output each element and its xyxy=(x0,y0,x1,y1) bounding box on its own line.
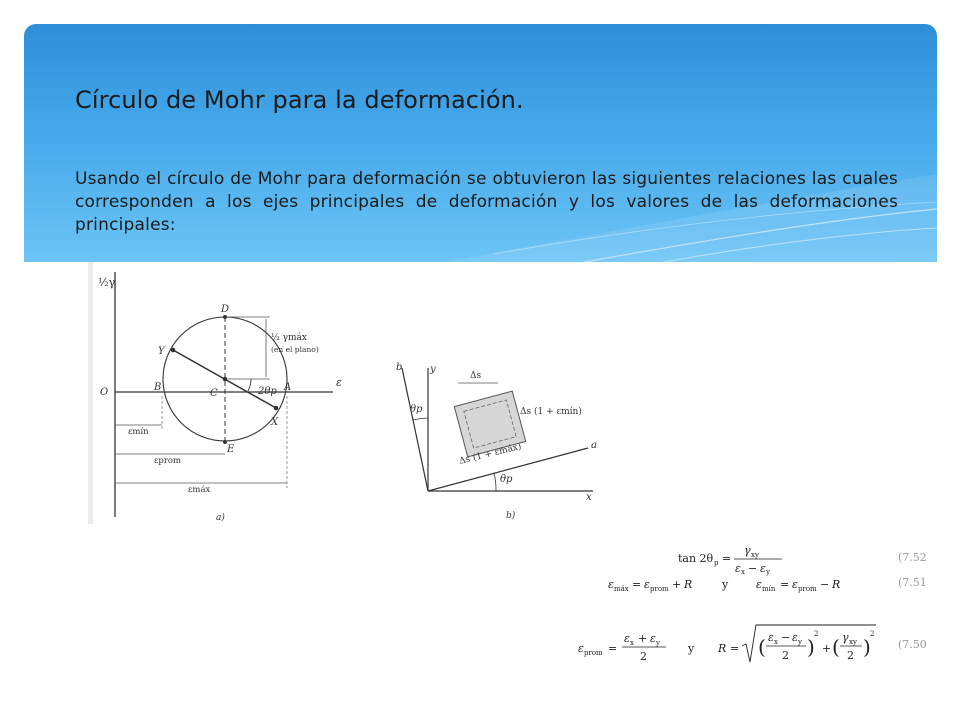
equation-tan-2theta xyxy=(678,540,788,576)
svg-text:(: ( xyxy=(758,635,766,659)
svg-text:prom: prom xyxy=(650,585,669,593)
ds-label: Δs xyxy=(470,371,482,381)
svg-text:+: + xyxy=(822,642,832,655)
svg-text:ε: ε xyxy=(624,632,630,645)
svg-text:2: 2 xyxy=(847,649,854,662)
equation-number-750: (7.50 xyxy=(898,638,927,651)
equation-eps-max-min xyxy=(608,574,848,596)
svg-text:+: + xyxy=(672,578,682,591)
svg-text:R: R xyxy=(832,578,841,591)
svg-text:ε: ε xyxy=(650,632,656,645)
svg-text:=: = xyxy=(730,642,740,655)
svg-text:y: y xyxy=(798,638,802,646)
svg-text:y: y xyxy=(766,568,770,576)
svg-text:ε: ε xyxy=(644,578,650,591)
svg-text:2: 2 xyxy=(814,630,819,638)
svg-text:R: R xyxy=(718,642,727,655)
svg-text:R: R xyxy=(684,578,693,591)
svg-text:prom: prom xyxy=(798,585,817,593)
mohr-circle-figure xyxy=(88,262,358,527)
svg-text:ε: ε xyxy=(735,562,741,575)
svg-text:y: y xyxy=(722,578,729,591)
in-plane-label: (en el plano) xyxy=(271,345,319,354)
point-b-label: B xyxy=(154,382,162,393)
svg-text:prom: prom xyxy=(584,649,603,657)
ds-max-label: Δs (1 + εmáx) xyxy=(458,441,523,467)
svg-text:ε: ε xyxy=(578,642,584,655)
svg-text:(: ( xyxy=(832,635,840,659)
point-c-label: C xyxy=(210,388,218,399)
svg-text:=: = xyxy=(608,642,618,655)
x-axis-label: x xyxy=(586,492,592,503)
svg-text:): ) xyxy=(807,635,815,659)
svg-text:ε: ε xyxy=(792,631,798,644)
svg-text:x: x xyxy=(741,568,745,576)
equation-number-751: (7.51 xyxy=(898,576,927,589)
svg-text:=: = xyxy=(780,578,790,591)
svg-text:γ: γ xyxy=(744,544,751,557)
b-axis-label: b xyxy=(396,362,403,373)
eps-min-label: εmín xyxy=(128,427,149,437)
svg-text:y: y xyxy=(688,642,695,655)
svg-text:γ: γ xyxy=(842,631,849,644)
svg-text:=: = xyxy=(632,578,642,591)
origin-label: O xyxy=(100,387,109,398)
svg-text:2: 2 xyxy=(870,630,875,638)
svg-text:x: x xyxy=(630,639,634,647)
svg-text:tan 2θ: tan 2θ xyxy=(678,552,714,565)
svg-text:ε: ε xyxy=(608,578,614,591)
svg-text:ε: ε xyxy=(768,631,774,644)
ds-min-label: Δs (1 + εmín) xyxy=(520,407,582,417)
svg-text:xy: xy xyxy=(849,638,857,646)
svg-text:2: 2 xyxy=(640,650,647,663)
figure-b-caption: b) xyxy=(506,511,516,521)
equation-number-752: (7.52 xyxy=(898,551,927,564)
svg-text:máx: máx xyxy=(614,585,629,593)
svg-text:): ) xyxy=(863,635,871,659)
point-y-label: Y xyxy=(158,346,165,357)
angle-2theta-label: 2θp xyxy=(258,386,277,397)
svg-text:ε: ε xyxy=(792,578,798,591)
equation-eps-prom-radius xyxy=(578,622,878,668)
svg-text:−: − xyxy=(748,562,758,575)
slide-body-text: Usando el círculo de Mohr para deformación se obtuvieron las siguientes relaciones las cuales corresponden a los ejes principales de deformación y los valores de las deformaciones principales: xyxy=(75,169,898,235)
y-axis-label: y xyxy=(430,364,436,375)
eps-max-label: εmáx xyxy=(188,485,211,495)
theta-p-label-1: θp xyxy=(410,404,423,415)
svg-text:ε: ε xyxy=(756,578,762,591)
principal-axes-figure xyxy=(388,348,628,528)
svg-text:ε: ε xyxy=(760,562,766,575)
figure-a-caption: a) xyxy=(216,513,225,523)
theta-p-label-2: θp xyxy=(500,474,513,485)
svg-text:+: + xyxy=(638,632,648,645)
svg-text:=: = xyxy=(722,552,732,565)
svg-text:y: y xyxy=(656,639,660,647)
point-x-label: X xyxy=(271,417,279,428)
svg-text:−: − xyxy=(781,631,791,644)
point-e-label: E xyxy=(227,444,235,455)
svg-text:p: p xyxy=(714,559,719,567)
point-a-label: A xyxy=(284,382,292,393)
svg-text:xy: xy xyxy=(751,551,759,559)
point-d-label: D xyxy=(221,304,230,315)
gamma-max-label: ½ γmáx xyxy=(271,333,307,343)
a-axis-label: a xyxy=(591,440,597,451)
eps-axis-label: ε xyxy=(336,376,342,389)
svg-text:−: − xyxy=(820,578,830,591)
gamma-axis-label: ½γ xyxy=(98,276,116,289)
slide-title: Círculo de Mohr para la deformación. xyxy=(75,86,524,114)
svg-text:mín: mín xyxy=(762,585,776,593)
svg-text:x: x xyxy=(774,638,778,646)
eps-prom-label: εprom xyxy=(154,456,182,466)
svg-text:2: 2 xyxy=(782,649,789,662)
